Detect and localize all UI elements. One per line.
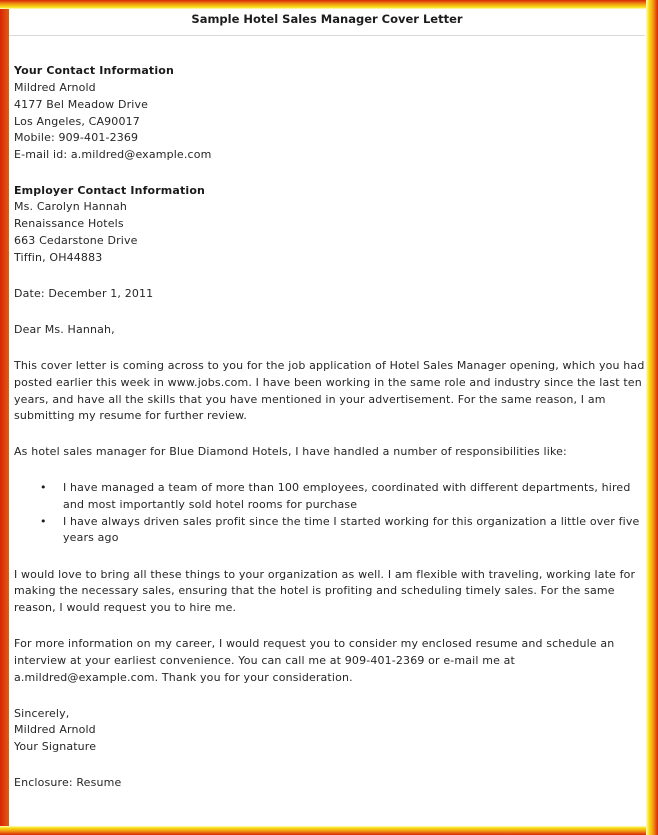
bullet-line: I have always driven sales profit since the time I started working for this organization a little over five — [63, 515, 640, 528]
bullet-icon: • — [40, 481, 47, 494]
employer-street: 663 Cedarstone Drive — [14, 234, 138, 247]
para2-line: As hotel sales manager for Blue Diamond Hotels, I have handled a number of responsibilities like: — [14, 445, 567, 458]
contact-name: Mildred Arnold — [14, 81, 96, 94]
employer-heading: Employer Contact Information — [14, 184, 206, 197]
bullet-icon: • — [40, 515, 47, 528]
closing: Sincerely, — [14, 707, 70, 720]
letter-page — [9, 9, 645, 826]
employer-city: Tiffin, OH44883 — [14, 251, 103, 264]
letter-date: Date: December 1, 2011 — [14, 287, 154, 300]
contact-heading: Your Contact Information — [14, 64, 174, 77]
para3-line: making the necessary sales, ensuring that the hotel is profiting and scheduling timely sales. For the same — [14, 584, 615, 597]
contact-street: 4177 Bel Meadow Drive — [14, 98, 149, 111]
para1-line: submitting my resume for further review. — [14, 409, 247, 422]
para1-line: years, and have all the skills that you have mentioned in your advertisement. For the same reason, I am — [14, 393, 606, 406]
title-divider — [9, 35, 645, 36]
para1-line: posted earlier this week in www.jobs.com. I have been working in the same role and industry since the last ten — [14, 376, 642, 389]
frame-right-edge — [646, 0, 658, 835]
employer-name: Ms. Carolyn Hannah — [14, 200, 128, 213]
enclosure: Enclosure: Resume — [14, 776, 122, 789]
salutation: Dear Ms. Hannah, — [14, 323, 115, 336]
bullet-line: I have managed a team of more than 100 employees, coordinated with different departments, hired — [63, 481, 631, 494]
frame-top-edge — [0, 0, 658, 9]
para3-line: reason, I would request you to hire me. — [14, 601, 237, 614]
para4-line: interview at your earliest convenience. You can call me at 909-401-2369 or e-mail me at — [14, 654, 515, 667]
para3-line: I would love to bring all these things to your organization as well. I am flexible with traveling, working late for — [14, 568, 636, 581]
contact-city: Los Angeles, CA90017 — [14, 115, 140, 128]
employer-company: Renaissance Hotels — [14, 217, 124, 230]
para4-line: a.mildred@example.com. Thank you for your consideration. — [14, 671, 353, 684]
bullet-line: and most importantly sold hotel rooms for purchase — [63, 498, 358, 511]
signer-name: Mildred Arnold — [14, 723, 96, 736]
contact-email: E-mail id: a.mildred@example.com — [14, 148, 212, 161]
para4-line: For more information on my career, I would request you to consider my enclosed resume and schedule an — [14, 637, 615, 650]
page-title: Sample Hotel Sales Manager Cover Letter — [191, 12, 463, 26]
signature: Your Signature — [14, 740, 97, 753]
bullet-line: years ago — [63, 531, 119, 544]
frame-bottom-edge — [0, 826, 658, 835]
contact-mobile: Mobile: 909-401-2369 — [14, 131, 139, 144]
para1-line: This cover letter is coming across to you for the job application of Hotel Sales Manager opening, which you had — [14, 359, 645, 372]
